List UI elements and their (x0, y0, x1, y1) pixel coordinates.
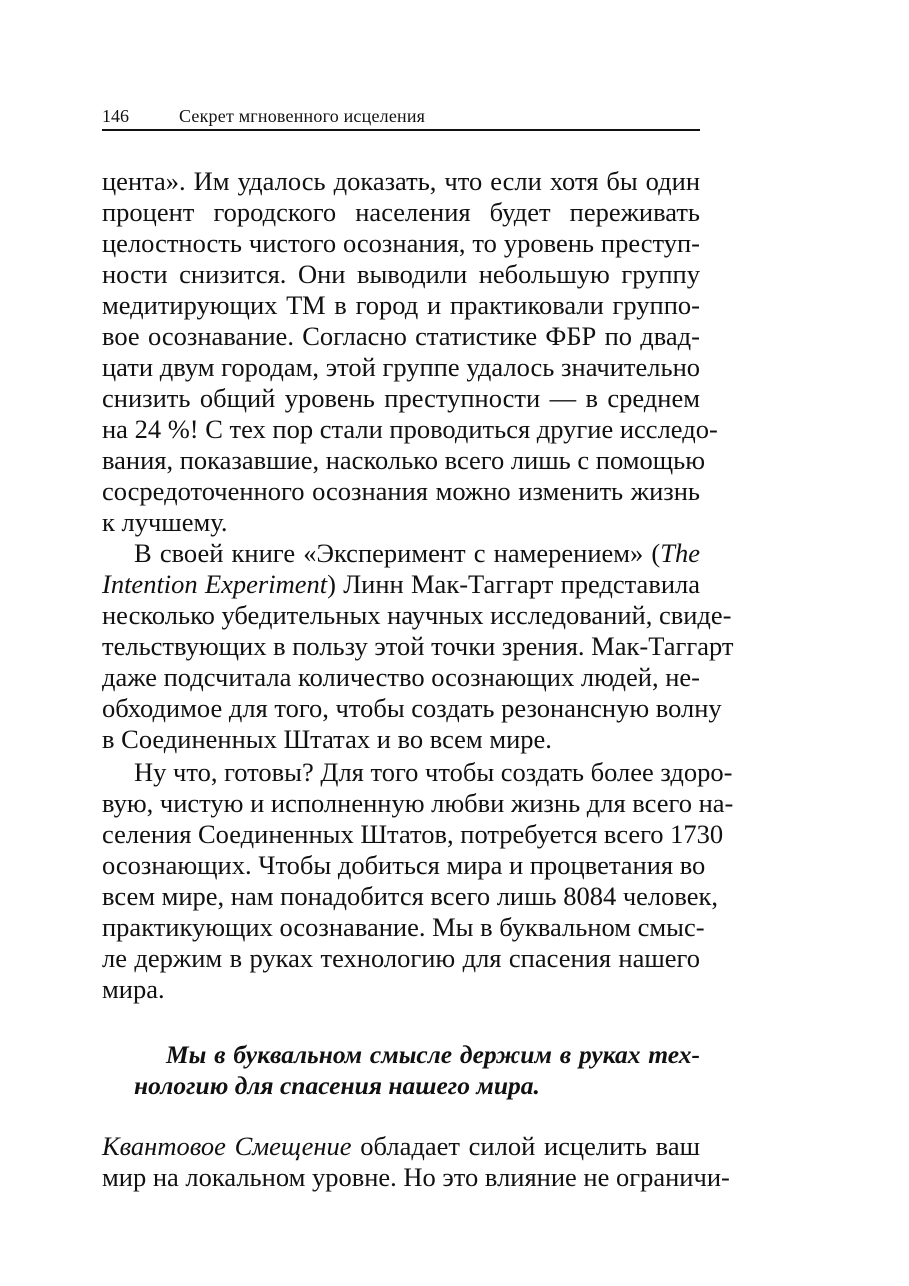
pull-quote-line: нологию для спасения нашего мира. (134, 1071, 540, 1100)
body-line: цати двум городам, этой группе удалось значительно (102, 352, 700, 382)
body-line: сосредоточенного осознания можно изменить жизнь (102, 476, 700, 506)
body-line: Ну что, готовы? Для того чтобы создать более здоро- (134, 757, 733, 787)
body-line: медитирующих ТМ в город и практиковали группо- (102, 290, 700, 320)
body-line: вое осознавание. Согласно статистике ФБР по двад- (102, 321, 700, 351)
body-line: селения Соединенных Штатов, потребуется всего 1730 (102, 819, 724, 849)
body-line: целостность чистого осознания, то уровень преступ- (102, 228, 700, 258)
paragraph-text: В своей книге «Эксперимент с намерением» ( (134, 538, 661, 568)
body-line: мир на локальном уровне. Но это влияние не ограничи- (102, 1162, 730, 1192)
body-line: обходимое для того, чтобы создать резонансную волну (102, 693, 722, 723)
body-line: несколько убедительных научных исследований, свиде- (102, 600, 732, 630)
body-line: в Соединенных Штатах и во всем мире. (102, 724, 552, 754)
pull-quote-line: Мы в буквальном смысле держим в руках тех- (166, 1040, 700, 1069)
body-line: ле держим в руках технологию для спасения нашего (102, 943, 700, 973)
paragraph-line (102, 1131, 700, 1162)
paragraph-text: обладает силой исцелить ваш (351, 1131, 700, 1161)
book-title-italic: Intention Experiment (102, 569, 328, 599)
body-line: ности снизится. Они выводили небольшую группу (102, 259, 700, 289)
body-line: всем мире, нам понадобится всего лишь 8084 человек, (102, 881, 719, 911)
body-line: тельствующих в пользу этой точки зрения. Мак-Таггарт (102, 631, 734, 661)
body-line: на 24 %! С тех пор стали проводиться другие исследо- (102, 414, 718, 444)
paragraph-text: ) Линн Мак-Таггарт представила (327, 569, 701, 599)
body-line: мира. (102, 974, 165, 1004)
page-number: 146 (102, 106, 129, 126)
body-line: практикующих осознавание. Мы в буквальном смыс- (102, 912, 705, 942)
paragraph-line (134, 538, 700, 569)
running-header (102, 103, 700, 131)
body-line: даже подсчитала количество осознающих людей, не- (102, 662, 700, 692)
body-line: вую, чистую и исполненную любви жизнь для всего на- (102, 788, 734, 818)
body-line: к лучшему. (102, 507, 228, 537)
book-title-italic: The (660, 538, 700, 568)
body-line: процент городского населения будет переживать (102, 197, 700, 227)
body-line: цента». Им удалось доказать, что если хотя бы один (102, 166, 700, 196)
term-italic: Квантовое Смещение (102, 1131, 352, 1161)
body-line: снизить общий уровень преступности — в среднем (102, 383, 700, 413)
paragraph-line (102, 569, 700, 600)
body-line: осознающих. Чтобы добиться мира и процветания во (102, 850, 706, 880)
running-title: Секрет мгновенного исцеления (179, 106, 426, 126)
body-line: вания, показавшие, насколько всего лишь с помощью (102, 445, 706, 475)
